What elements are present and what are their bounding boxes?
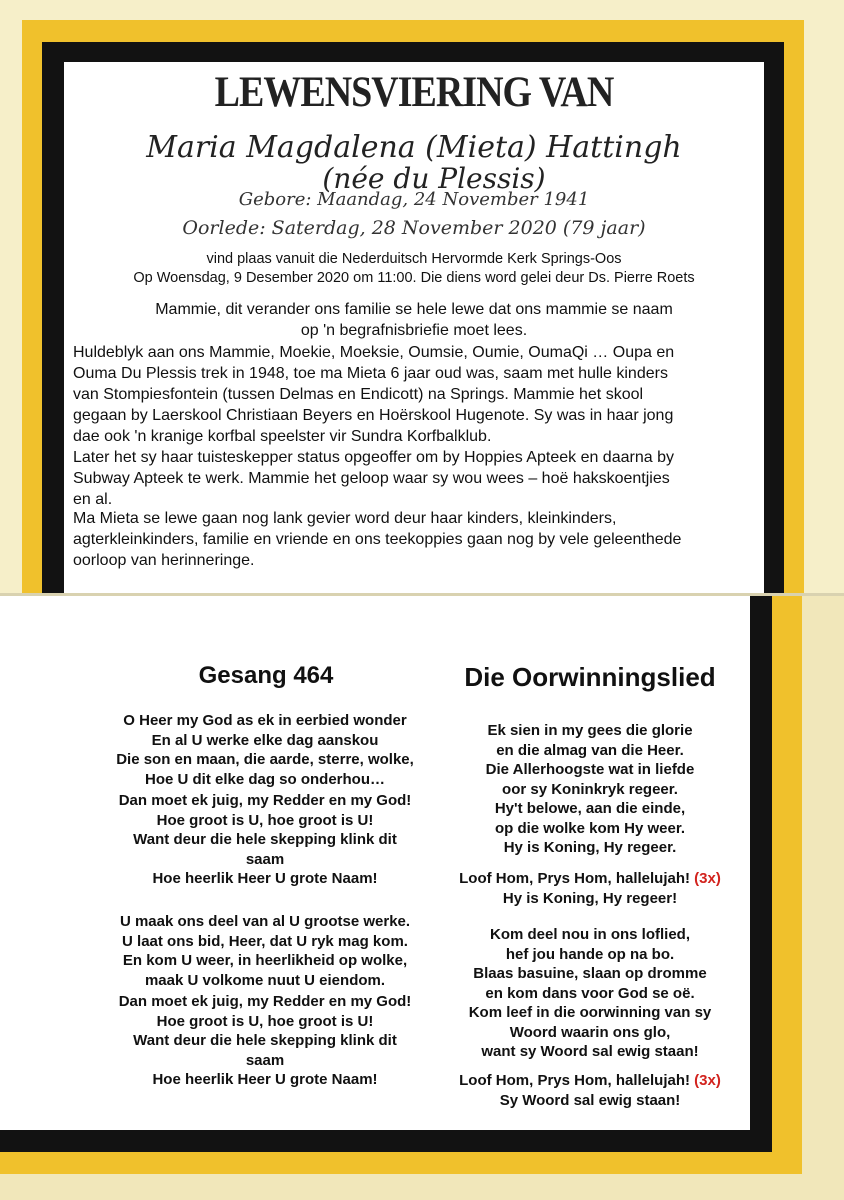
lyric-line: Hoe U dit elke dag so onderhou… xyxy=(144,770,386,788)
lyric-line: op die wolke kom Hy weer. xyxy=(494,819,686,837)
lyric-line: Want deur die hele skepping klink dit xyxy=(133,831,397,848)
lyric-line: want sy Woord sal ewig staan! xyxy=(481,1043,699,1060)
lyric-line: Die son en maan, die aarde, sterre, wolke, xyxy=(116,751,414,768)
service-time-line: Op Woensdag, 9 Desember 2020 om 11:00. Die diens word gelei deur Ds. Pierre Roets xyxy=(133,270,695,286)
lyric-line: Hoe heerlik Heer U grote Naam! xyxy=(152,1071,378,1088)
chorus-text: Loof Hom, Prys Hom, hallelujah! xyxy=(459,1072,690,1089)
text-line: gegaan by Laerskool Christiaan Beyers en Hoërskool Hugenote. Sy was in haar jong xyxy=(73,407,674,424)
lyric-line: Hy't belowe, aan die einde, xyxy=(494,800,686,817)
left-verse-1 xyxy=(110,711,420,789)
maiden-name: (née du Plessis) xyxy=(322,162,546,195)
text-line: Subway Apteek te werk. Mammie het geloop waar sy wou wees – hoë hakskoentjies xyxy=(73,470,670,487)
text-line: Ouma Du Plessis trek in 1948, toe ma Mieta 6 jaar oud was, saam met hulle kinders xyxy=(73,365,668,382)
hymn-title-gesang: Gesang 464 xyxy=(198,662,334,689)
lyric-line: saam xyxy=(245,1051,285,1069)
right-verse-2 xyxy=(440,925,740,1062)
text-line: Ma Mieta se lewe gaan nog lank gevier word deur haar kinders, kleinkinders, xyxy=(73,510,617,527)
lyric-line: en die almag van die Heer. xyxy=(496,741,684,759)
left-verse-2 xyxy=(110,912,420,990)
tribute-paragraph xyxy=(73,342,763,510)
lyric-line: Die Allerhoogste wat in liefde xyxy=(485,761,695,778)
death-date: Oorlede: Saterdag, 28 November 2020 (79 jaar) xyxy=(182,217,646,239)
lyric-line: oor sy Koninkryk regeer. xyxy=(502,780,678,798)
lyric-line: Woord waarin ons glo, xyxy=(509,1023,671,1041)
hymn-title-oorwinningslied: Die Oorwinningslied xyxy=(464,662,716,692)
lyric-line: en kom dans voor God se oë. xyxy=(485,984,695,1002)
repeat-marker: (3x) xyxy=(694,1072,721,1089)
intro-line: op 'n begrafnisbriefie moet lees. xyxy=(300,322,528,339)
lyric-line: Sy Woord sal ewig staan! xyxy=(499,1091,681,1109)
lyric-line: Want deur die hele skepping klink dit xyxy=(133,1032,397,1049)
lyric-line: Dan moet ek juig, my Redder en my God! xyxy=(118,792,412,809)
intro-line: Mammie, dit verander ons familie se hele lewe dat ons mammie se naam xyxy=(155,301,673,318)
repeat-marker: (3x) xyxy=(694,870,721,887)
lyric-line: U laat ons bid, Heer, dat U ryk mag kom. xyxy=(122,932,408,950)
lyric-line: Hoe groot is U, hoe groot is U! xyxy=(156,811,374,829)
text-line: agterkleinkinders, familie en vriende en ons teekoppies gaan nog by vele geleenthede xyxy=(73,531,682,548)
lyric-line xyxy=(440,1071,740,1091)
lyric-line xyxy=(440,869,740,889)
top-content-panel xyxy=(64,62,764,594)
text-line: dae ook 'n kranige korfbal speelster vir Sundra Korfbalklub. xyxy=(73,428,492,445)
text-line: Huldeblyk aan ons Mammie, Moekie, Moeksie, Oumsie, Oumie, OumaQi … Oupa en xyxy=(73,344,675,361)
right-chorus-2 xyxy=(440,1071,740,1110)
text-line: oorloop van herinneringe. xyxy=(73,552,255,569)
lyric-line: Ek sien in my gees die glorie xyxy=(487,722,693,739)
lyric-line: Hoe groot is U, hoe groot is U! xyxy=(156,1012,374,1030)
lyric-line: Kom deel nou in ons loflied, xyxy=(489,926,690,943)
top-page xyxy=(0,0,844,594)
chorus-text: Loof Hom, Prys Hom, hallelujah! xyxy=(459,870,690,887)
lyric-line: Blaas basuine, slaan op dromme xyxy=(473,965,707,982)
lyric-line: Hoe heerlik Heer U grote Naam! xyxy=(152,870,378,887)
right-verse-1 xyxy=(440,721,740,858)
page-title: LEWENSVIERING VAN xyxy=(214,67,614,117)
right-chorus-1 xyxy=(440,869,740,908)
lyric-line: U maak ons deel van al U grootse werke. xyxy=(119,913,411,930)
birth-date: Gebore: Maandag, 24 November 1941 xyxy=(238,189,590,210)
lyric-line: O Heer my God as ek in eerbied wonder xyxy=(123,712,407,729)
left-chorus-2 xyxy=(110,992,420,1090)
lyric-line: En al U werke elke dag aanskou xyxy=(151,731,379,749)
lyric-line: En kom U weer, in heerlikheid op wolke, xyxy=(122,952,408,969)
lyric-line: hef jou hande op na bo. xyxy=(505,945,675,963)
left-chorus-1 xyxy=(110,791,420,889)
text-line: van Stompiesfontein (tussen Delmas en Endicott) na Springs. Mammie het skool xyxy=(73,386,644,403)
text-line: Later het sy haar tuisteskepper status opgeoffer om by Hoppies Apteek en daarna by xyxy=(73,449,674,466)
lyric-line: Hy is Koning, Hy regeer! xyxy=(502,889,678,907)
lyric-line: Kom leef in die oorwinning van sy xyxy=(468,1004,712,1021)
venue-line: vind plaas vanuit die Nederduitsch Hervormde Kerk Springs-Oos xyxy=(206,251,622,267)
text-line: en al. xyxy=(73,491,113,508)
lyric-line: saam xyxy=(245,850,285,868)
lyric-line: maak U volkome nuut U eiendom. xyxy=(144,971,386,989)
intro-text xyxy=(104,299,724,341)
lyric-line: Dan moet ek juig, my Redder en my God! xyxy=(118,993,412,1010)
closing-paragraph xyxy=(73,508,763,571)
deceased-name: Maria Magdalena (Mieta) Hattingh xyxy=(146,130,682,165)
lyric-line: Hy is Koning, Hy regeer. xyxy=(503,839,677,856)
